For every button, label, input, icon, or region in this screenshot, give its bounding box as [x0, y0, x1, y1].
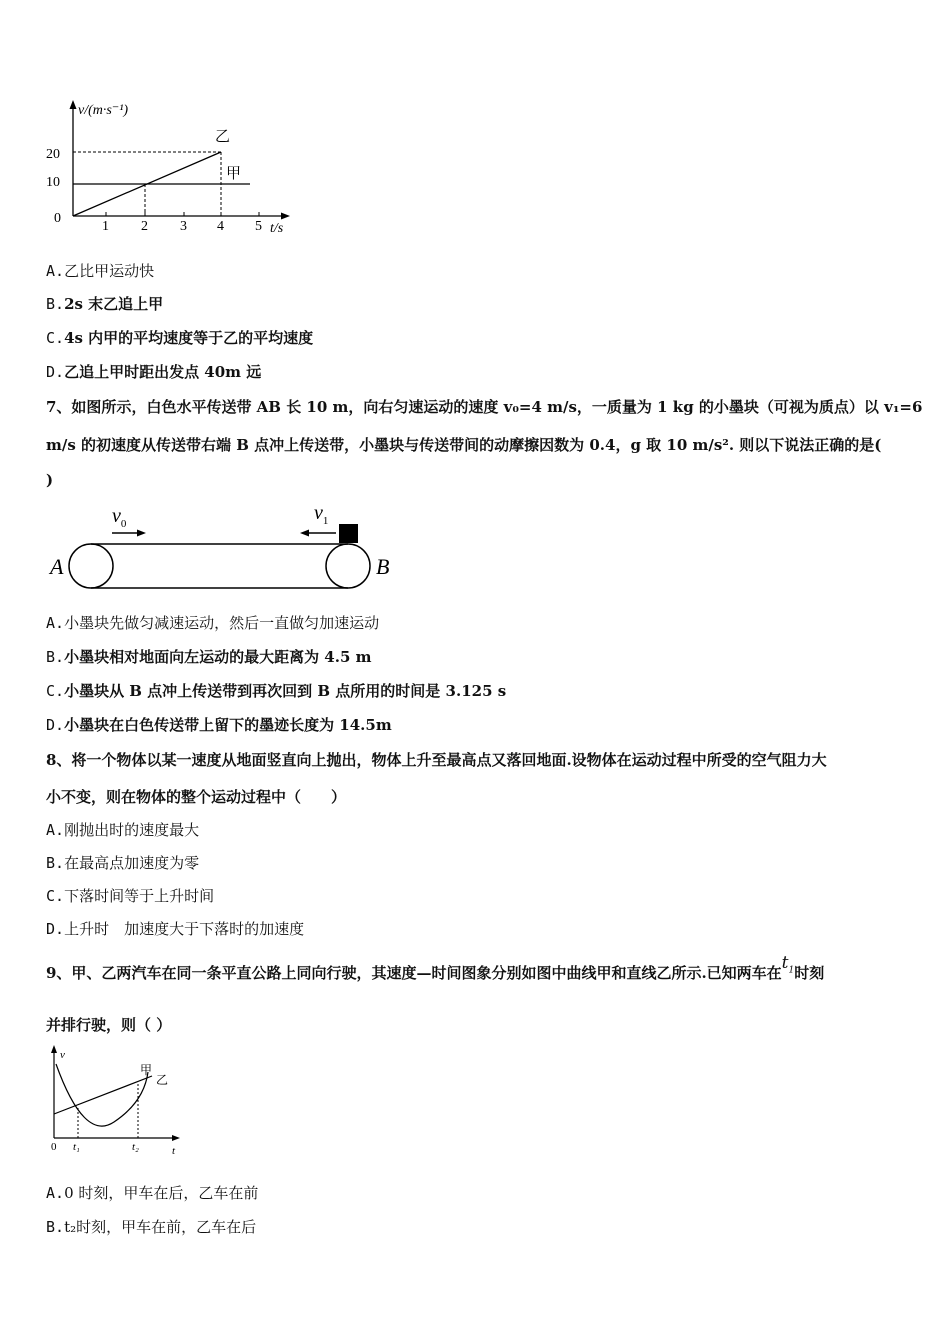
q8-option-b[interactable]: B.在最高点加速度为零	[46, 854, 200, 872]
q9-option-b[interactable]: B.t₂时刻，甲车在前，乙车在后	[46, 1218, 257, 1236]
label-yi: 乙	[215, 129, 231, 145]
q7-option-c[interactable]: C.小墨块从 B 点冲上传送带到再次回到 B 点所用的时间是 3.125 s	[46, 682, 507, 700]
axis-v: v	[60, 1049, 65, 1061]
q7-conveyor-figure	[46, 500, 406, 596]
q7-stem-line2: m/s 的初速度从传送带右端 B 点冲上传送带，小墨块与传送带间的动摩擦因数为 0.4，g 取 10 m/s². 则以下说法正确的是(	[46, 436, 882, 454]
q6-option-d[interactable]: D.乙追上甲时距出发点 40m 远	[46, 363, 262, 381]
y-tick-10: 10	[46, 175, 60, 190]
q9-stem-line1: 9、甲、乙两汽车在同一条平直公路上同向行驶，其速度—时间图象分别如图中曲线甲和直线乙所示.已知两车在$t_1$时刻	[46, 953, 825, 982]
axis-t: t	[172, 1145, 176, 1157]
q7-option-b[interactable]: B.小墨块相对地面向左运动的最大距离为 4.5 m	[46, 648, 372, 666]
x-tick-5: 5	[255, 219, 262, 234]
q8-option-c[interactable]: C.下落时间等于上升时间	[46, 887, 215, 905]
pulley-right	[326, 544, 370, 588]
q8-stem-line2: 小不变，则在物体的整个运动过程中（ ）	[46, 788, 347, 806]
label-b: B	[376, 554, 390, 579]
q7-option-a[interactable]: A.小墨块先做匀减速运动，然后一直做匀加速运动	[46, 614, 380, 632]
label-v1: $v_1$	[314, 502, 329, 527]
arrow-v0-head	[137, 530, 146, 537]
x-tick-4: 4	[217, 219, 224, 234]
tick-t1: t₁	[73, 1141, 80, 1153]
y-axis-label: v/(m·s⁻¹)	[78, 103, 129, 118]
x-axis-label: t/s	[270, 221, 284, 236]
y-tick-0: 0	[54, 211, 61, 226]
x-axis-arrow	[281, 213, 290, 220]
pulley-left	[69, 544, 113, 588]
q7-stem-line1: 7、如图所示，白色水平传送带 AB 长 10 m，向右匀速运动的速度 v₀=4 m/s，一质量为 1 kg 的小墨块（可视为质点）以 v₁=6	[46, 398, 923, 416]
q6-option-a[interactable]: A.乙比甲运动快	[46, 262, 155, 280]
q7-option-d[interactable]: D.小墨块在白色传送带上留下的墨迹长度为 14.5m	[46, 716, 392, 734]
t1-symbol: $t_1$	[781, 953, 795, 976]
q7-stem-line3: )	[46, 471, 54, 489]
q8-stem-line1: 8、将一个物体以某一速度从地面竖直向上抛出，物体上升至最高点又落回地面.设物体在运动过程中所受的空气阻力大	[46, 751, 827, 769]
x-tick-3: 3	[180, 219, 187, 234]
label-jia: 甲	[140, 1063, 153, 1077]
q6-option-c[interactable]: C.4s 内甲的平均速度等于乙的平均速度	[46, 329, 314, 347]
x-axis-arrow	[172, 1135, 180, 1141]
q9-vt-graph	[44, 1042, 194, 1160]
label-yi: 乙	[156, 1073, 169, 1087]
q8-option-a[interactable]: A.刚抛出时的速度最大	[46, 821, 200, 839]
ink-block	[339, 524, 358, 543]
y-axis-arrow	[51, 1045, 57, 1053]
label-a: A	[50, 554, 64, 579]
tick-t2: t₂	[132, 1141, 139, 1153]
x-tick-1: 1	[102, 219, 109, 234]
q6-option-b[interactable]: B.2s 末乙追上甲	[46, 295, 164, 313]
label-jia: 甲	[226, 166, 242, 182]
q8-option-d[interactable]: D.上升时 加速度大于下落时的加速度	[46, 920, 305, 938]
q9-stem-line2: 并排行驶，则（ ）	[46, 1016, 172, 1034]
q9-option-a[interactable]: A.0 时刻，甲车在后，乙车在前	[46, 1184, 259, 1202]
q6-vt-graph	[40, 96, 300, 236]
x-tick-2: 2	[141, 219, 148, 234]
label-v0: $v_0$	[112, 505, 127, 530]
origin-0: 0	[51, 1141, 57, 1153]
y-axis-arrow	[70, 100, 77, 109]
y-tick-20: 20	[46, 147, 60, 162]
arrow-v1-head	[300, 530, 309, 537]
